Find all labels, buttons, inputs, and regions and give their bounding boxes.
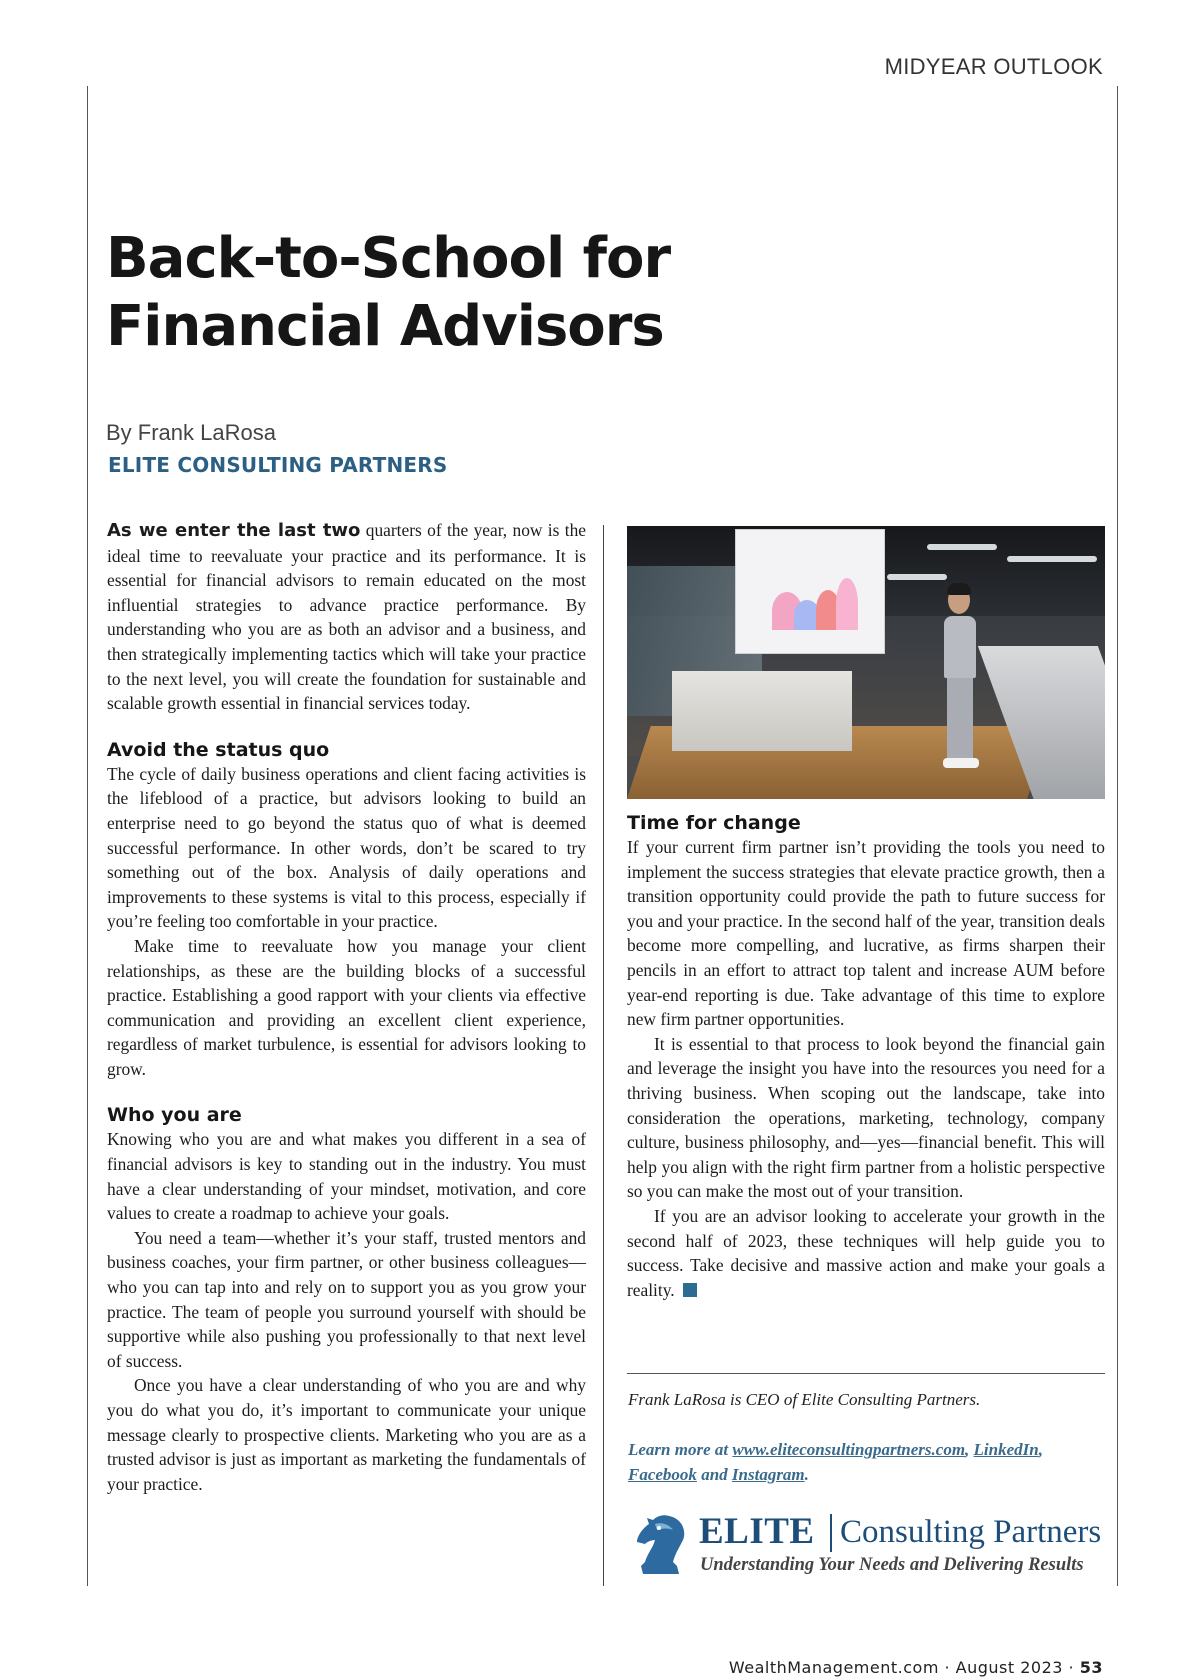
heading-time-for-change: Time for change [627,812,801,834]
separator: , [1038,1440,1043,1459]
heading-who-you-are: Who you are [107,1104,242,1127]
presentation-screen [735,529,885,654]
heading-avoid-status-quo: Avoid the status quo [107,738,330,761]
right-margin-rule [1117,86,1118,1586]
presenter-body [944,616,976,678]
paragraph: If your current firm partner isn’t providing the tools you need to implement the success strategies that elevate practice growth, then a transition opportunity could provide the path to future success for you and your practice. In the second half of the year, transition deals become more compelling, and lucrative, as firms sharpen their pencils in an effort to attract top talent and increase AUM before year-end reporting is due. Take advantage of this time to explore new firm partner opportunities. [627,837,1105,1030]
separator: , [965,1440,974,1459]
linkedin-link[interactable]: LinkedIn [973,1440,1039,1459]
paragraph [627,1204,1105,1302]
instagram-link[interactable]: Instagram [731,1465,805,1484]
page-number: 53 [1079,1658,1103,1677]
presenter-legs [947,676,973,761]
logo-tagline: Understanding Your Needs and Delivering Results [700,1555,1084,1575]
footer-date: August 2023 [955,1658,1063,1677]
title-line-2: Financial Advisors [106,294,664,359]
separator: and [696,1465,732,1484]
intro-text: quarters of the year, now is the ideal time to reevaluate your practice and its performance. It is essential for financial advisors to remain educated on the most influential strategies to advance practice performance. By understanding who you are as both an advisor and a business, and then strategically implementing tactics which will take your practice to the next level, you will create the foundation for sustainable and scalable growth essential in financial services today. [107,520,587,714]
knight-icon [629,1510,691,1578]
closing-text: If you are an advisor looking to accelerate your growth in the second half of 2023, these techniques will help guide you to success. Take decisive and massive action and make your goals a reality. [627,1205,1105,1300]
bio-divider [627,1373,1105,1374]
company-logo [627,1508,1107,1580]
paragraph: It is essential to that process to look beyond the financial gain and leverage the insight you have into the resources you need for a thriving business. When scoping out the landscape, take into consideration the operations, marketing, technology, company culture, business philosophy, and—yes—financial benefit. This will help you align with the right firm partner from a holistic perspective so you can make the most out of your transition. [627,1033,1105,1202]
footer-separator: · [1062,1658,1080,1677]
website-link[interactable]: www.eliteconsultingpartners.com [732,1440,966,1459]
paragraph: Once you have a clear understanding of who you are and why you do what you do, it’s important to communicate your unique message clearly to prospective clients. Marketing who you are as a trusted advisor is just as important as marketing the fundamentals of your practice. [107,1375,586,1494]
chart-shape [836,578,858,630]
article-title [106,225,806,361]
article-photo [627,526,1105,799]
ceiling-light [927,544,997,550]
page-footer [729,1658,1103,1677]
ceiling-light [887,574,947,580]
left-margin-rule [87,86,88,1586]
paragraph: Knowing who you are and what makes you different in a sea of financial advisors is key to standing out in the industry. You must have a clear understanding of your mindset, motivation, and core values to create a roadmap to achieve your goals. [107,1129,586,1224]
footer-separator: · [938,1658,956,1677]
intro-paragraph [107,518,586,716]
logo-wordmark: ELITE [699,1511,815,1552]
logo-name: Consulting Partners [840,1514,1102,1550]
section-label: MIDYEAR OUTLOOK [884,54,1103,79]
intro-lead: As we enter the last two [107,520,361,541]
author-organization: ELITE CONSULTING PARTNERS [108,453,448,477]
learn-more-prefix: Learn more at [628,1440,733,1459]
right-column [627,811,1105,1302]
presenter-hair [947,583,971,595]
footer-site: WealthManagement.com [728,1658,939,1677]
byline: By Frank LaRosa [106,420,276,445]
reception-desk [672,671,852,751]
learn-more [628,1437,1106,1487]
separator: . [804,1465,809,1484]
title-line-1: Back-to-School for [106,226,671,291]
presenter-shoes [943,758,979,768]
ceiling-light [1007,556,1097,562]
end-mark-icon [683,1283,697,1297]
logo-separator [830,1514,832,1552]
column-divider [603,525,604,1586]
facebook-link[interactable]: Facebook [628,1465,697,1484]
paragraph: You need a team—whether it’s your staff, trusted mentors and business coaches, your firm partner, or other business colleagues—who you can tap into and rely on to support you as you grow your practice. The team of people you surround yourself with should be supportive while also pushing you professionally to that next level of success. [107,1227,586,1371]
author-bio: Frank LaRosa is CEO of Elite Consulting Partners. [628,1390,981,1409]
paragraph: Make time to reevaluate how you manage your client relationships, as these are the building blocks of a successful practice. Establishing a good rapport with your clients via effective communication and providing an excellent client experience, regardless of market turbulence, is essential for advisors looking to grow. [107,935,586,1079]
left-column [107,518,586,1496]
paragraph: The cycle of daily business operations and client facing activities is the lifeblood of a practice, but advisors looking to build an enterprise need to go beyond the status quo of what is deemed successful performance. In other words, don’t be scared to try something out of the box. Analysis of daily operations and improvements to these systems is vital to this process, especially if you’re feeling too comfortable in your practice. [107,763,586,932]
